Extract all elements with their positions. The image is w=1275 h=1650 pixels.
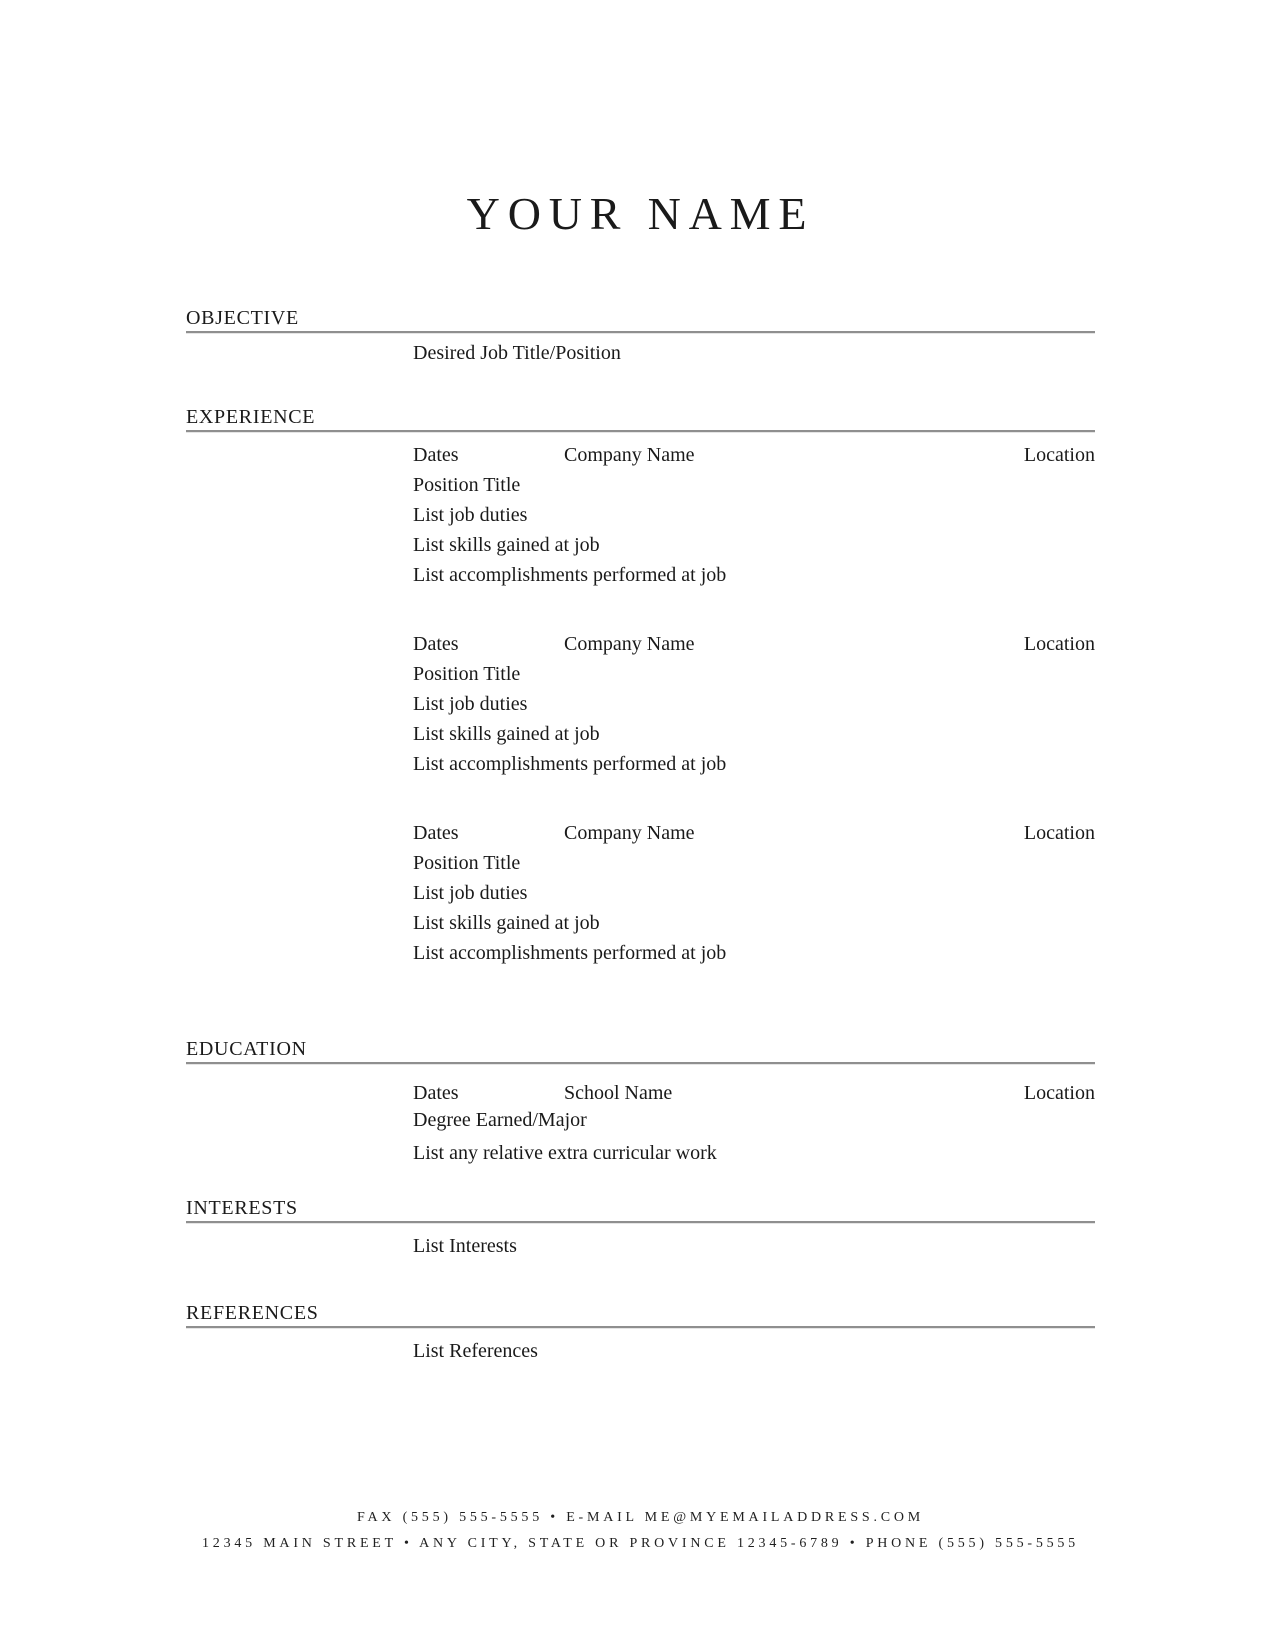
entry-location: Location: [1023, 822, 1095, 844]
entry-header-row: [413, 629, 1095, 659]
entry-job-duties: List job duties: [413, 693, 528, 715]
entry-dates: Dates: [413, 633, 459, 655]
experience-entry: [413, 818, 1095, 968]
education-extra-curricular: List any relative extra curricular work: [413, 1142, 717, 1164]
page-title: YOUR NAME: [466, 188, 815, 239]
objective-content: Desired Job Title/Position: [413, 342, 621, 364]
education-school: School Name: [564, 1082, 673, 1104]
entry-accomplishments: List accomplishments performed at job: [413, 564, 727, 586]
entry-company: Company Name: [564, 822, 695, 844]
footer-contact: [186, 1505, 1095, 1557]
entry-skills: List skills gained at job: [413, 912, 600, 934]
references-content: List References: [413, 1340, 538, 1362]
section-references: [186, 1301, 1095, 1366]
entry-dates: Dates: [413, 822, 459, 844]
entry-skills: List skills gained at job: [413, 534, 600, 556]
entry-position-title: Position Title: [413, 663, 521, 685]
entry-accomplishments: List accomplishments performed at job: [413, 942, 727, 964]
entry-position-title: Position Title: [413, 474, 521, 496]
education-dates: Dates: [413, 1082, 459, 1104]
experience-heading: EXPERIENCE: [186, 405, 1095, 432]
education-location: Location: [1023, 1082, 1095, 1104]
entry-accomplishments: List accomplishments performed at job: [413, 753, 727, 775]
experience-entry: [413, 440, 1095, 590]
entry-skills: List skills gained at job: [413, 723, 600, 745]
references-heading: REFERENCES: [186, 1301, 1095, 1328]
interests-heading: INTERESTS: [186, 1196, 1095, 1223]
education-header-row: [413, 1080, 1095, 1107]
section-experience: [186, 405, 1095, 968]
entry-job-duties: List job duties: [413, 504, 528, 526]
entry-location: Location: [1023, 633, 1095, 655]
section-education: [186, 1037, 1095, 1167]
entry-job-duties: List job duties: [413, 882, 528, 904]
entry-header-row: [413, 818, 1095, 848]
entry-dates: Dates: [413, 444, 459, 466]
entry-position-title: Position Title: [413, 852, 521, 874]
experience-entry: [413, 629, 1095, 779]
education-heading: EDUCATION: [186, 1037, 1095, 1064]
entry-company: Company Name: [564, 444, 695, 466]
interests-content: List Interests: [413, 1235, 517, 1257]
education-entry: [413, 1080, 1095, 1167]
document-content: [186, 188, 1095, 1366]
section-objective: [186, 306, 1095, 368]
footer-contact-line-2: 12345 MAIN STREET • ANY CITY, STATE OR PROVINCE 12345-6789 • PHONE (555) 555-5555: [202, 1536, 1079, 1551]
education-degree: Degree Earned/Major: [413, 1109, 587, 1131]
section-interests: [186, 1196, 1095, 1261]
entry-header-row: [413, 440, 1095, 470]
entry-location: Location: [1023, 444, 1095, 466]
objective-heading: OBJECTIVE: [186, 306, 1095, 333]
entry-company: Company Name: [564, 633, 695, 655]
footer-contact-line-1: FAX (555) 555-5555 • E-MAIL ME@MYEMAILADDRESS.COM: [356, 1510, 924, 1525]
